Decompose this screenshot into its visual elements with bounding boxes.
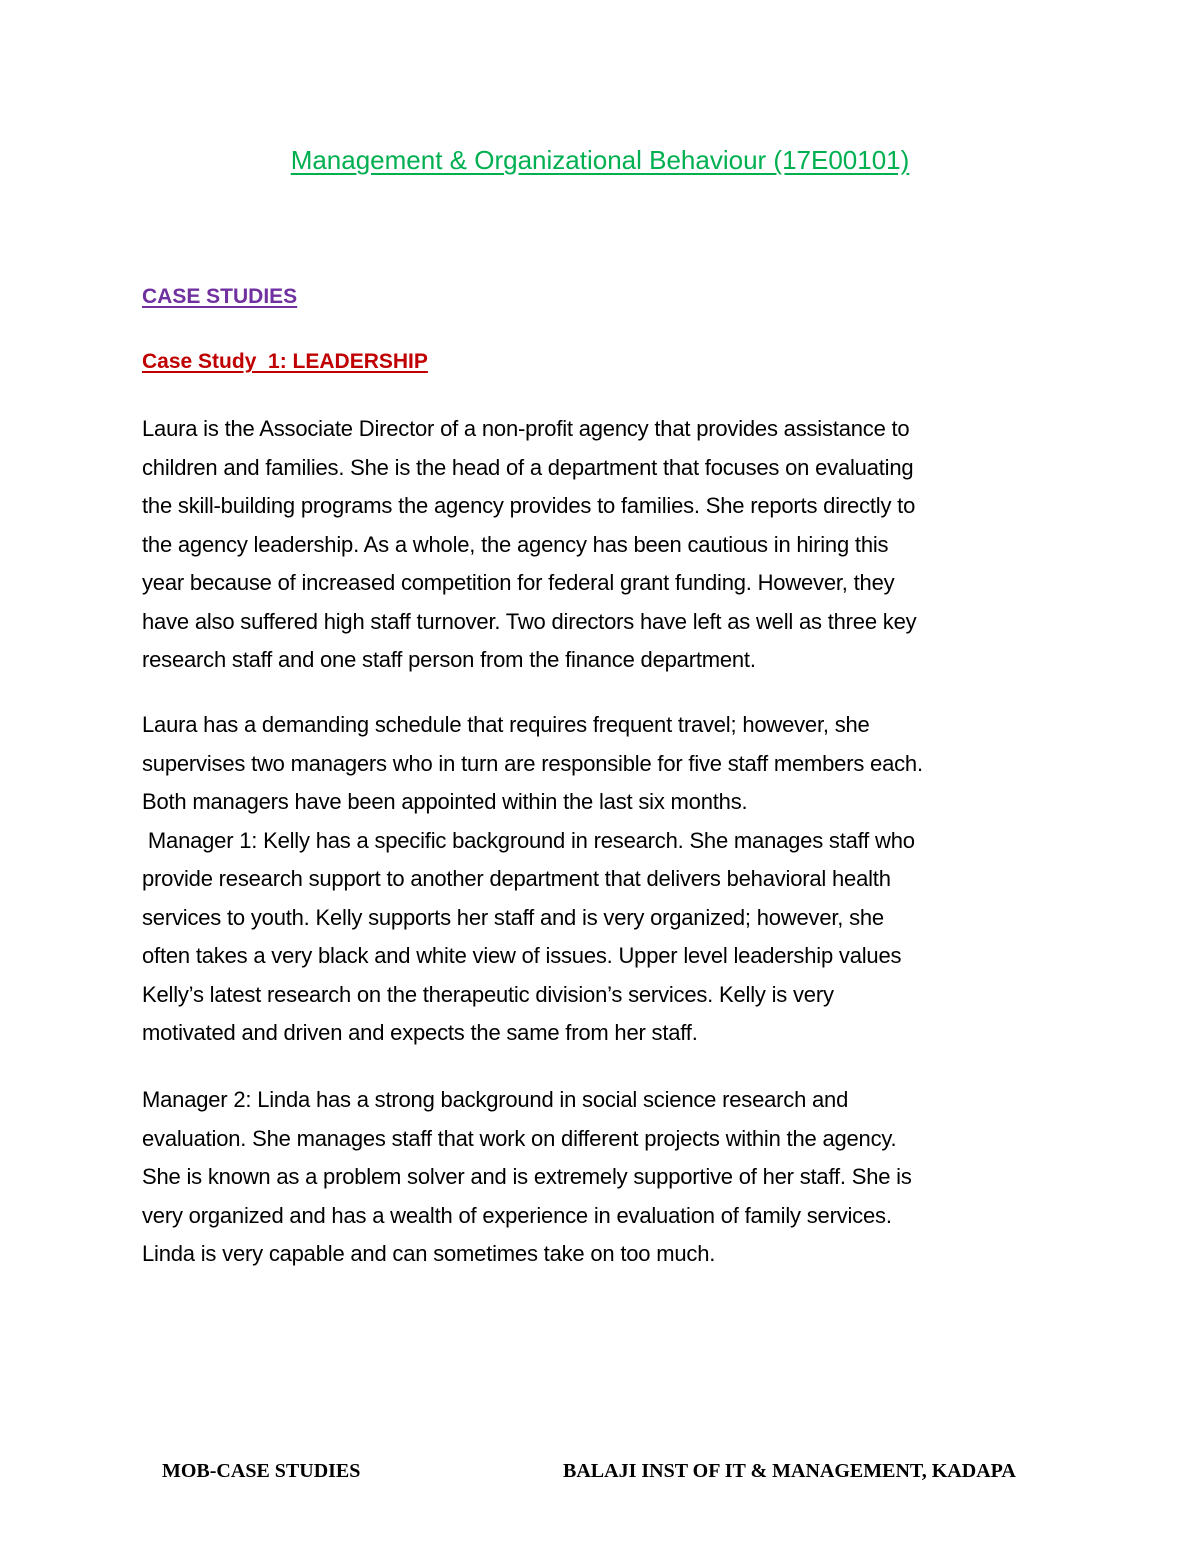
footer-left: MOB-CASE STUDIES (162, 1460, 361, 1482)
paragraph-line: Manager 1: Kelly has a specific background in research. She manages staff who (142, 827, 915, 853)
footer-right: BALAJI INST OF IT & MANAGEMENT, KADAPA (563, 1460, 1016, 1482)
paragraph-line: Laura is the Associate Director of a non-profit agency that provides assistance to (142, 416, 910, 441)
paragraph-line: often takes a very black and white view of issues. Upper level leadership values (142, 943, 902, 968)
paragraph-line: She is known as a problem solver and is extremely supportive of her staff. She is (142, 1164, 912, 1189)
document-title: Management & Organizational Behaviour (17E00101) (290, 145, 910, 175)
paragraph-line: provide research support to another department that delivers behavioral health (142, 866, 891, 891)
paragraph-line: motivated and driven and expects the same from her staff. (142, 1020, 698, 1045)
paragraph-line: evaluation. She manages staff that work on different projects within the agency. (142, 1125, 897, 1151)
paragraph-3 (142, 1081, 1072, 1274)
case-study-heading: Case Study 1: LEADERSHIP (142, 350, 428, 373)
paragraph-line: Manager 2: Linda has a strong background in social science research and (142, 1087, 849, 1112)
paragraph-1 (142, 410, 1072, 680)
paragraph-line: year because of increased competition for federal grant funding. However, they (142, 570, 895, 595)
paragraph-line: research staff and one staff person from the finance department. (142, 647, 756, 672)
paragraph-line: Both managers have been appointed within the last six months. (142, 789, 748, 814)
paragraph-line: very organized and has a wealth of experience in evaluation of family services. (142, 1202, 892, 1228)
paragraph-2 (142, 706, 1072, 1053)
paragraph-line: Linda is very capable and can sometimes take on too much. (142, 1241, 716, 1266)
paragraph-line: Laura has a demanding schedule that requires frequent travel; however, she (142, 712, 870, 737)
paragraph-line: Kelly’s latest research on the therapeutic division’s services. Kelly is very (142, 981, 834, 1007)
paragraph-line: services to youth. Kelly supports her staff and is very organized; however, she (142, 904, 884, 930)
paragraph-line: the skill-building programs the agency provides to families. She reports directly to (142, 493, 916, 518)
paragraph-line: have also suffered high staff turnover. Two directors have left as well as three key (142, 608, 917, 634)
paragraph-line: supervises two managers who in turn are responsible for five staff members each. (142, 750, 923, 776)
paragraph-line: children and families. She is the head of a department that focuses on evaluating (142, 454, 914, 480)
paragraph-line: the agency leadership. As a whole, the agency has been cautious in hiring this (142, 531, 889, 557)
section-heading: CASE STUDIES (142, 285, 298, 308)
